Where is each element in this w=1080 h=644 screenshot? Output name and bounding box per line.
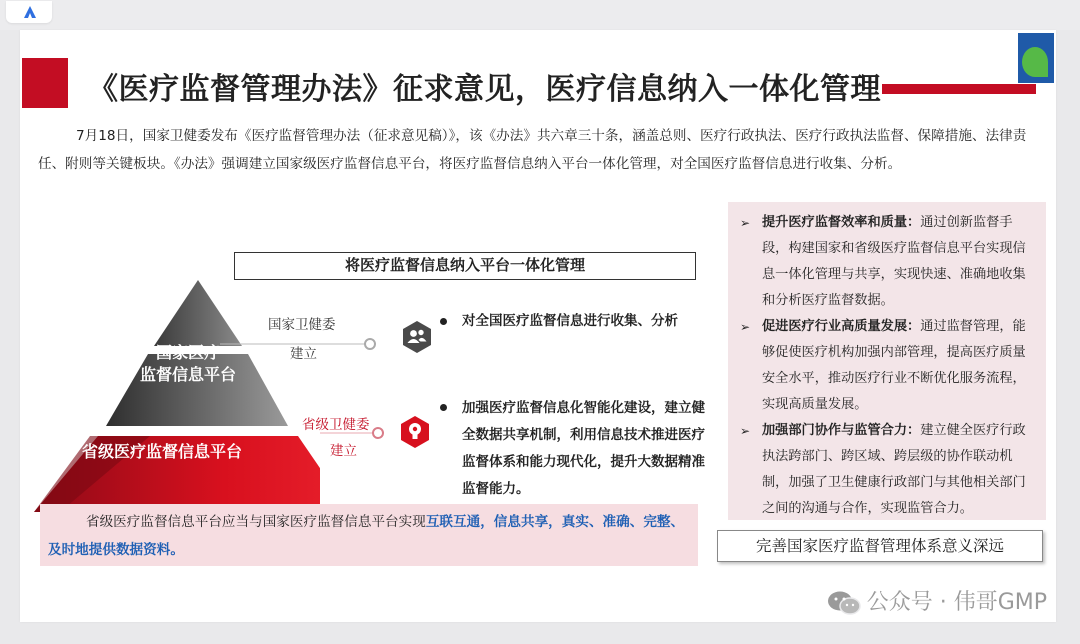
title-accent-block (22, 58, 68, 108)
tier1-bullet-dot (440, 318, 447, 325)
tier2-bullet-dot (440, 404, 447, 411)
viewer-top-bar (0, 0, 1080, 30)
benefit-heading: 促进医疗行业高质量发展： (762, 319, 921, 334)
leaf-icon (1022, 47, 1048, 77)
tier1-org-label: 国家卫健委 (268, 317, 336, 333)
tier1-bullet-text: 对全国医疗监督信息进行收集、分析 (462, 313, 678, 329)
slide (20, 30, 1056, 622)
benefits-panel (728, 202, 1046, 520)
benefit-item (736, 314, 1036, 418)
users-icon (400, 320, 434, 354)
wechat-icon (827, 590, 861, 616)
intro-paragraph (38, 122, 1038, 178)
watermark-text: 公众号 · 伟哥GMP (866, 590, 1047, 615)
note-highlight: 互联互通，信息共享，真实、准确、完整、及时地提供数据资料。 (48, 514, 685, 558)
pyramid-top-label-line2: 监督信息平台 (139, 365, 236, 384)
note-box (40, 504, 698, 566)
note-prefix: 省级医疗监督信息平台应当与国家医疗监督信息平台实现 (86, 514, 426, 530)
app-logo-icon (22, 4, 38, 20)
tier2-org-label: 省级卫健委 (302, 417, 370, 433)
source-watermark (827, 585, 1047, 616)
tier2-bullet-text: 加强医疗监督信息化智能化建设，建立健全数据共享机制，利用信息技术推进医疗监督体系和能力现代化，提升大数据精准监督能力。 (462, 400, 705, 497)
app-logo[interactable] (6, 1, 52, 23)
title-accent-line (882, 84, 1036, 94)
benefit-text: 通过监督管理，能够促使医疗机构加强内部管理，提高医疗质量安全水平，推动医疗行业不断优化服务流程，实现高质量发展。 (762, 319, 1026, 412)
lightbulb-icon (398, 415, 432, 449)
benefit-item (736, 418, 1036, 522)
arrow-bullet-icon: ➢ (740, 320, 751, 334)
pyramid-bottom-label: 省级医疗监督信息平台 (82, 442, 243, 461)
benefit-heading: 提升医疗监督效率和质量： (762, 215, 921, 230)
conclusion-box: 完善国家医疗监督管理体系意义深远 (717, 530, 1043, 562)
page-title: 《医疗监督管理办法》征求意见，医疗信息纳入一体化管理 (88, 72, 881, 107)
arrow-bullet-icon: ➢ (740, 216, 751, 230)
corner-logo (1018, 33, 1054, 83)
tier1-action-label: 建立 (290, 346, 317, 362)
intro-text: 7月18日，国家卫健委发布《医疗监督管理办法（征求意见稿）》，该《办法》共六章三十条，涵盖总则、医疗行政执法、医疗行政执法监督、保障措施、法律责任、附则等关键板块。《办法》强调建立国家级医疗监督信息平台，将医疗监督信息纳入平台一体化管理，对全国医疗监督信息进行收集、分析。 (38, 128, 1027, 172)
pyramid-top-label-line1: 国家医疗 (155, 343, 220, 362)
benefit-text: 建立健全医疗行政执法跨部门、跨区域、跨层级的协作联动机制，加强了卫生健康行政部门与其他相关部门之间的沟通与合作，实现监管合力。 (762, 423, 1026, 516)
platform-heading-box: 将医疗监督信息纳入平台一体化管理 (234, 252, 696, 280)
benefit-item (736, 210, 1036, 314)
benefit-heading: 加强部门协作与监管合力： (762, 423, 921, 438)
tier2-action-label: 建立 (330, 443, 357, 459)
benefit-text: 通过创新监督手段，构建国家和省级医疗监督信息平台实现信息一体化管理与共享，实现快速、准确地收集和分析医疗监督数据。 (762, 215, 1026, 308)
arrow-bullet-icon: ➢ (740, 424, 751, 438)
